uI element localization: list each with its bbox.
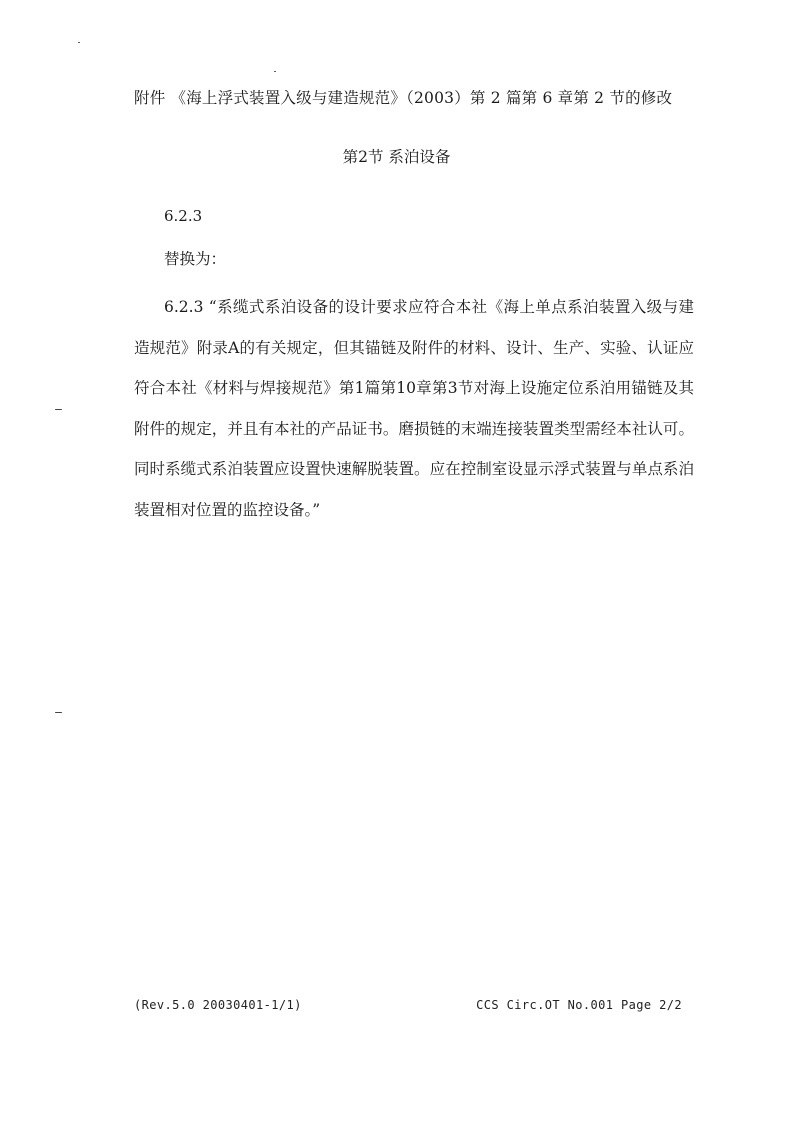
scan-speck	[55, 409, 62, 410]
document-header-title: 附件 《海上浮式装置入级与建造规范》（2003）第 2 篇第 6 章第 2 节的修改	[134, 89, 673, 107]
clause-body-paragraph: 6.2.3 “系缆式系泊设备的设计要求应符合本社《海上单点系泊装置入级与建造规范》附录A的有关规定，但其锚链及附件的材料、设计、生产、实验、认证应符合本社《材料与焊接规范》第1篇第10章第3节对海上设施定位系泊用锚链及其附件的规定，并且有本社的产品证书。磨损链的末端连接装置类型需经本社认可。同时系缆式系泊装置应设置快速解脱装置。应在控制室设显示浮式装置与单点系泊装置相对位置的监控设备。”	[134, 298, 694, 519]
footer-revision: (Rev.5.0 20030401-1/1)	[134, 998, 302, 1012]
scan-speck	[274, 71, 276, 72]
replace-label: 替换为：	[164, 250, 227, 268]
scan-speck	[55, 712, 62, 713]
section-title: 第2节 系泊设备	[342, 148, 451, 166]
clause-number: 6.2.3	[164, 207, 203, 225]
scan-speck	[78, 42, 80, 43]
footer-page-reference: CCS Circ.OT No.001 Page 2/2	[476, 998, 682, 1012]
